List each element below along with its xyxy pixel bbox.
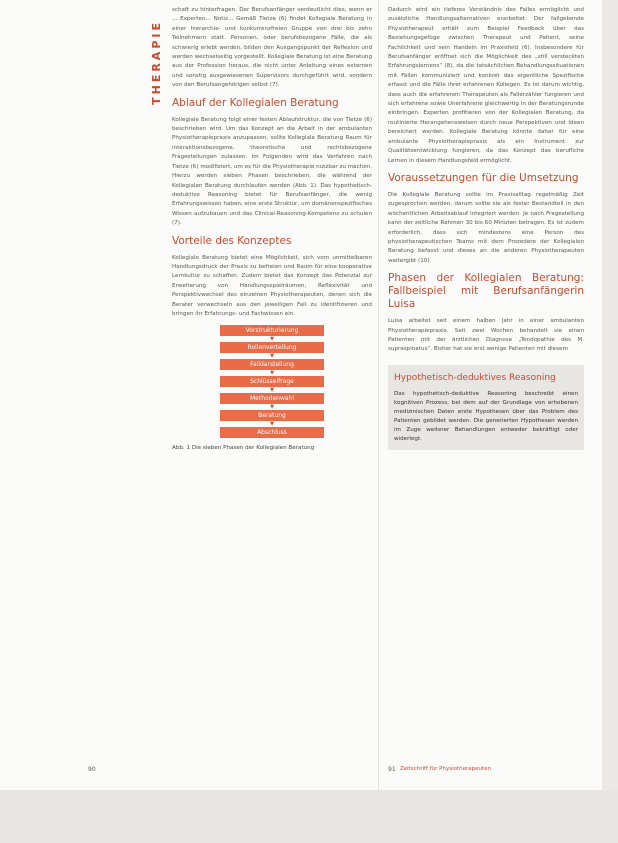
paragraph: Kollegiale Beratung folgt einer festen Ablaufstruktur, die von Tietze (6) beschrieben wird. Um das Konzept an die Arbeit in der ambulanten Physiotherapiepraxis anzupassen, sollte Kollegiale Beratung Raum für interaktionsbezogene, theoretische und rechtsbezogene Fragestellungen zulassen. Im Folgenden wird das Verfahren nach Tietze (6) modifiziert, um es für die Physiotherapie nutzbar zu machen. Hierzu werden sieben Phasen beschrieben, die während der Kollegialen Beratung durchlaufen werden (Abb. 1). Das hypothetisch-deduktive Reasoning bietet für Berufsanfänger, die wenig Erfahrungswissen haben, eine erste Struktur, um domänenspezifisches Wissen aufzubauen und das Clinical-Reasoning-Kompetenz zu schulen (7). — [172, 116, 372, 227]
right-column — [388, 6, 584, 450]
arrow-down-icon: ▼ — [270, 370, 274, 377]
scan-margin — [0, 790, 618, 843]
phase-step: Abschluss — [220, 427, 324, 438]
paragraph: Dadurch wird ein tieferes Verständnis des Falles ermöglicht und zusätzliche Handlungsalternativen erarbeitet. Der fallgebende Physiotherapeut erhält zum Beispiel Feedback über das Beziehungsgefüge zwischen Therapeut und Patient, seine Fachlichkeit und sein Handeln im Praxisfeld (6). Insbesondere für Berufsanfänger eröffnet sich die Möglichkeit des „still versteckten Erfahrungslernens“ (8), da die tatsächlichen Behandlungssituationen mit Fällen kommuniziert und konkret das eigentliche Spezifische erfasst und die Fälle ihrer erfahrenen Kollegen. Es ist darum wichtig, dass auch die erfahrenen Therapeuten als Fallerzähler fungieren und sich erfahrene sowie Unerfahrene gleichwertig in der Beratungsrunde einbringen. Experten profitieren von der Kollegialen Beratung, da routinierte Herangehensweisen durch neue Perspektiven und Ideen bereichert werden. Kollegiale Beratung könnte daher für eine ambulante Physiotherapiepraxis als ein Instrument zur Qualitätsentwicklung fungieren, da das Konzept das berufliche Lernen in diesem Handlungsfeld ermöglicht. — [388, 7, 584, 164]
page-number-left: 90 — [88, 766, 96, 773]
section-heading: Phasen der Kollegialen Beratung: Fallbeispiel mit Berufsanfängerin Luisa — [388, 272, 584, 311]
page-number-right: 91 — [388, 766, 396, 773]
page-fold — [378, 0, 379, 790]
phase-step: Schlüsselfrage — [220, 376, 324, 387]
journal-footer: Zeitschrift für Physiotherapeuten — [400, 766, 492, 772]
phase-step: Rollenverteilung — [220, 342, 324, 353]
phase-step: Falldarstellung — [220, 359, 324, 370]
section-heading: Ablauf der Kollegialen Beratung — [172, 96, 339, 109]
info-box-text: Das hypothetisch-deduktive Reasoning beschreibt einen kognitiven Prozess, bei dem auf der Grundlage von erhobenen medizinischen Daten erste Hypothesen über das Problem des Patienten gebildet werden. Die generierten Hypothesen werden im Zuge weiterer Behandlungen entweder bekräftigt oder widerlegt. — [394, 390, 578, 442]
paragraph: Kollegiale Beratung bietet eine Möglichkeit, sich vom unmittelbaren Handlungsdruck der Praxis zu befreien und Raum für eine kooperative Lernkultur zu schaffen. Zudem bietet das Konzept das Potenzial zur Erweiterung von Handlungsspielräumen, Reflexivität und Perspektivwechsel des einzelnen Physiotherapeuten, denen sich die Berater verwechseln aus den jeweiligen Fall zu identifizieren und bringen ihr Erfahrungs- und Fachwissen ein. — [172, 254, 372, 317]
arrow-down-icon: ▼ — [270, 421, 274, 428]
paragraph: schaft zu hinterfragen. Der Berufsanfänger verdeutlicht dies, wenn er ... Experten... Notiz... Gemäß Tietze (6) findet Kollegiale Beratung in einer hierarchie- und konkurrenzfreien Gruppe von drei bis zehn Teilnehmern statt. Personen, oder berufsbezogene Fälle, die als schwierig erlebt werden, bilden den Ausgangspunkt der Reflexion und werden wechselseitig vorgestellt. Kollegiale Beratung ist eine Beratung aus der Profession heraus, die nicht unter Anleitung eines externen und sonstig ausgewiesenen Supervisors durchgeführt wird, sondern von den Berufsangehörigen selbst (7). — [172, 7, 372, 89]
paragraph: Die Kollegiale Beratung sollte im Praxisalltag regelmäßig Zeit zugesprochen werden, darum sollte sie als fester Bestandteil in den wöchentlichen Arbeitsablauf integriert werden. Je nach Fragestellung kann der zeitliche Rahmen 30 bis 60 Minuten betragen. Es ist zudem erforderlich, dass sich mindestens eine Person des physiotherapeutischen Teams mit dem Prozedere der Kollegialen Beratung befasst und dieses an die anderen Physiotherapeuten weitergibt (10). — [388, 191, 584, 264]
arrow-down-icon: ▼ — [270, 404, 274, 411]
arrow-down-icon: ▼ — [270, 353, 274, 360]
info-box-heading: Hypothetisch-deduktives Reasoning — [394, 372, 556, 383]
side-label: THERAPIE — [150, 20, 163, 105]
phases-diagram — [220, 325, 324, 438]
section-heading: Vorteile des Konzeptes — [172, 234, 292, 247]
arrow-down-icon: ▼ — [270, 336, 274, 343]
phase-step: Beratung — [220, 410, 324, 421]
phase-step: Vorstrukturierung — [220, 325, 324, 336]
figure-caption: Abb. 1 Die sieben Phasen der Kollegialen Beratung — [172, 445, 315, 452]
info-box — [388, 365, 584, 450]
paragraph: Luisa arbeitet seit einem halben Jahr in einer ambulanten Physiotherapiepraxis. Seit zwei Wochen behandelt sie einen Patienten mit der ärztlichen Diagnose „Tendopathie des M. supraspinatus“. Bisher hat sie erst wenige Patienten mit diesem — [388, 318, 584, 353]
section-heading: Voraussetzungen für die Umsetzung — [388, 171, 579, 184]
phase-step: Methodenwahl — [220, 393, 324, 404]
arrow-down-icon: ▼ — [270, 387, 274, 394]
left-column — [172, 6, 372, 454]
